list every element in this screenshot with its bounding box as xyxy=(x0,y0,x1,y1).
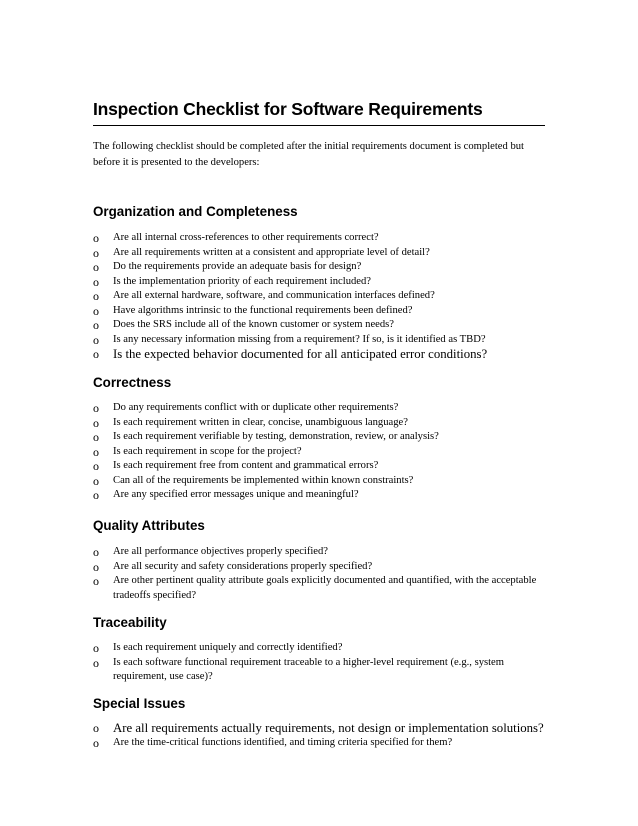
intro-paragraph: The following checklist should be completed after the initial requirements document is completed but before it is presented to the developers: xyxy=(93,141,524,168)
checklist-item xyxy=(93,488,553,503)
checklist-item xyxy=(93,401,553,416)
bullet-marker: o xyxy=(93,274,99,289)
item-text: Are other pertinent quality attribute goals explicitly documented and quantified, with the acceptable tradeoffs specified? xyxy=(113,575,537,601)
checklist-item xyxy=(93,260,553,275)
checklist-item xyxy=(93,231,553,246)
bullet-marker: o xyxy=(93,347,99,361)
bullet-marker: o xyxy=(93,245,99,260)
item-text: Is each requirement written in clear, concise, unambiguous language? xyxy=(113,416,408,428)
item-text: Is the expected behavior documented for all anticipated error conditions? xyxy=(113,347,488,361)
bullet-marker: o xyxy=(93,574,99,588)
section-heading-traceability: Traceability xyxy=(93,615,167,630)
checklist-item xyxy=(93,721,553,736)
bullet-marker: o xyxy=(93,332,99,347)
checklist-item xyxy=(93,656,553,685)
bullet-marker: o xyxy=(93,430,99,444)
section-heading-quality-attributes: Quality Attributes xyxy=(93,518,205,533)
item-text: Is each requirement in scope for the project? xyxy=(113,445,302,457)
checklist-item xyxy=(93,304,553,319)
bullet-marker: o xyxy=(93,289,99,303)
item-text: Is each requirement free from content and grammatical errors? xyxy=(113,460,379,471)
bullet-marker: o xyxy=(93,459,99,473)
bullet-marker: o xyxy=(93,231,99,245)
checklist-correctness xyxy=(93,401,553,503)
bullet-marker: o xyxy=(93,260,99,274)
checklist-item xyxy=(93,318,553,333)
checklist-item xyxy=(93,246,553,261)
checklist-item xyxy=(93,574,553,603)
checklist-item xyxy=(93,545,553,560)
checklist-item xyxy=(93,347,553,362)
item-text: Are all external hardware, software, and communication interfaces defined? xyxy=(113,290,435,301)
bullet-marker: o xyxy=(93,736,99,750)
item-text: Are any specified error messages unique and meaningful? xyxy=(113,489,359,500)
item-text: Is each software functional requirement traceable to a higher-level requirement (e.g., system requirement, use case)? xyxy=(113,656,504,682)
bullet-marker: o xyxy=(93,559,99,574)
bullet-marker: o xyxy=(93,473,99,488)
item-text: Are all security and safety considerations properly specified? xyxy=(113,560,373,572)
checklist-organization xyxy=(93,231,553,362)
checklist-traceability xyxy=(93,641,553,685)
checklist-item xyxy=(93,736,553,751)
bullet-marker: o xyxy=(93,488,99,502)
bullet-marker: o xyxy=(93,401,99,415)
item-text: Are all requirements actually requirements, not design or implementation solutions? xyxy=(113,721,544,735)
item-text: Are all internal cross-references to other requirements correct? xyxy=(113,232,379,243)
checklist-item xyxy=(93,641,553,656)
bullet-marker: o xyxy=(93,721,99,735)
bullet-marker: o xyxy=(93,444,99,459)
document-title: Inspection Checklist for Software Requirements xyxy=(93,99,545,126)
item-text: Are all requirements written at a consistent and appropriate level of detail? xyxy=(113,246,430,258)
bullet-marker: o xyxy=(93,641,99,655)
item-text: Is the implementation priority of each requirement included? xyxy=(113,275,371,287)
checklist-item xyxy=(93,289,553,304)
item-text: Have algorithms intrinsic to the functional requirements been defined? xyxy=(113,304,413,316)
item-text: Do any requirements conflict with or duplicate other requirements? xyxy=(113,402,399,413)
item-text: Can all of the requirements be implemented within known constraints? xyxy=(113,474,414,486)
item-text: Is each requirement verifiable by testing, demonstration, review, or analysis? xyxy=(113,431,439,442)
bullet-marker: o xyxy=(93,655,99,670)
section-heading-special-issues: Special Issues xyxy=(93,696,186,711)
checklist-item xyxy=(93,459,553,474)
checklist-item xyxy=(93,445,553,460)
checklist-item xyxy=(93,560,553,575)
checklist-item xyxy=(93,333,553,348)
item-text: Does the SRS include all of the known customer or system needs? xyxy=(113,319,394,330)
bullet-marker: o xyxy=(93,318,99,332)
item-text: Are the time-critical functions identified, and timing criteria specified for them? xyxy=(113,737,453,748)
checklist-item xyxy=(93,474,553,489)
item-text: Are all performance objectives properly specified? xyxy=(113,546,329,557)
section-heading-correctness: Correctness xyxy=(93,375,172,390)
checklist-item xyxy=(93,430,553,445)
checklist-special-issues xyxy=(93,721,553,751)
checklist-item xyxy=(93,416,553,431)
section-heading-organization: Organization and Completeness xyxy=(93,204,298,219)
item-text: Is any necessary information missing from a requirement? If so, is it identified as TBD? xyxy=(113,333,486,345)
checklist-item xyxy=(93,275,553,290)
item-text: Is each requirement uniquely and correctly identified? xyxy=(113,642,343,653)
checklist-quality-attributes xyxy=(93,545,553,603)
bullet-marker: o xyxy=(93,303,99,318)
bullet-marker: o xyxy=(93,415,99,430)
bullet-marker: o xyxy=(93,545,99,559)
item-text: Do the requirements provide an adequate basis for design? xyxy=(113,261,362,272)
